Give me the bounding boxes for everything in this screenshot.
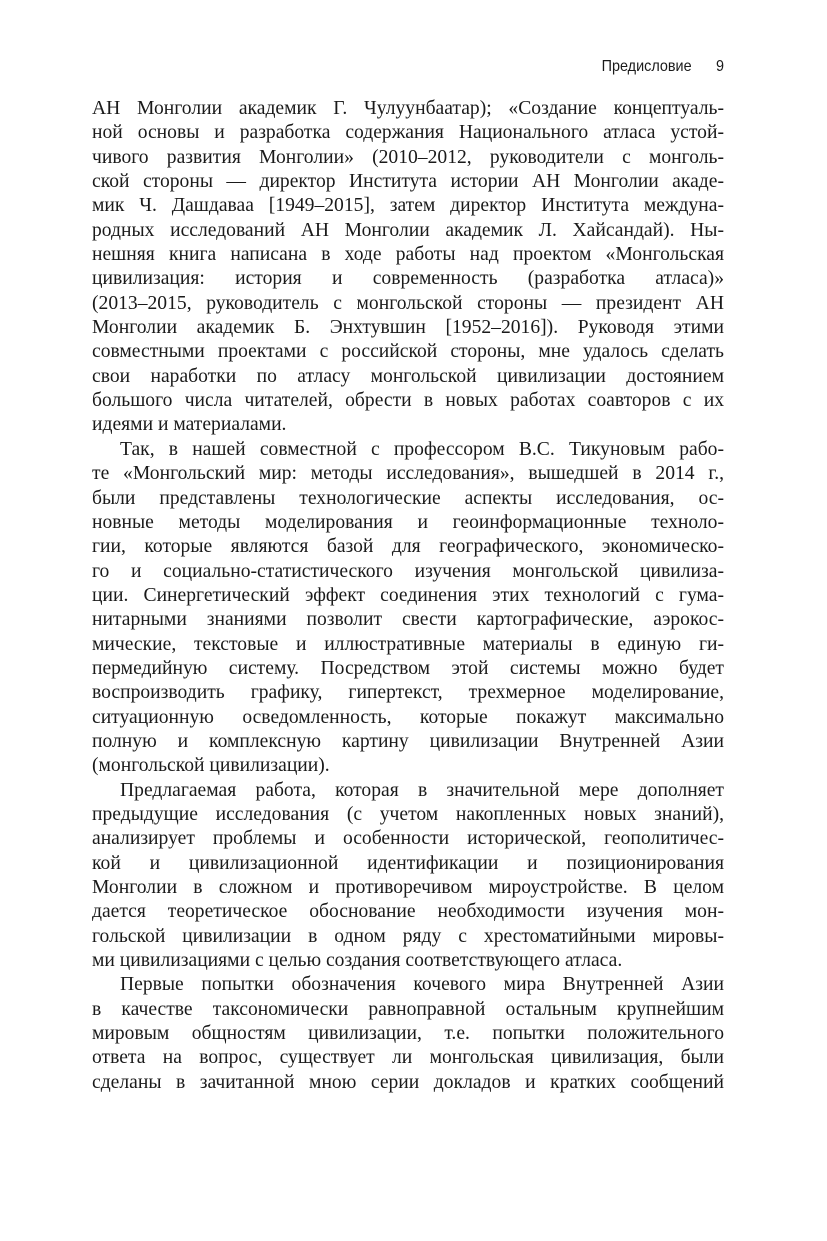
text-line: дается теоретическое обоснование необходимости изучения мон- <box>92 901 724 923</box>
text-line: цивилизация: история и современность (разработка атласа)» <box>92 268 724 290</box>
text-line: гольской цивилизации в одном ряду с хрестоматийными мировы- <box>92 925 724 947</box>
text-line: воспроизводить графику, гипертекст, трехмерное моделирование, <box>92 682 724 704</box>
text-line: совместными проектами с российской стороны, мне удалось сделать <box>92 341 724 363</box>
text-line: сделаны в зачитанной мною серии докладов и кратких сообщений <box>92 1071 724 1093</box>
text-line: ной основы и разработка содержания Национального атласа устой- <box>92 122 724 144</box>
section-title: Предисловие <box>601 58 692 75</box>
paragraph-2 <box>92 438 724 779</box>
text-line: ответа на вопрос, существует ли монгольская цивилизация, были <box>92 1047 724 1069</box>
text-line: предыдущие исследования (с учетом накопленных новых знаний), <box>92 803 724 825</box>
text-line: свои наработки по атласу монгольской цивилизации достоянием <box>92 365 724 387</box>
text-line: нешняя книга написана в ходе работы над проектом «Монгольская <box>92 244 724 266</box>
body-text <box>92 97 724 1095</box>
text-line: мик Ч. Дашдаваа [1949–2015], затем директор Института междуна- <box>92 195 724 217</box>
text-line: (2013–2015, руководитель с монгольской стороны — президент АН <box>92 292 724 314</box>
paragraph-4 <box>92 973 724 1095</box>
text-line: мировым общностям цивилизации, т.е. попытки положительного <box>92 1023 724 1045</box>
text-line: полную и комплексную картину цивилизации Внутренней Азии <box>92 730 724 752</box>
text-line: АН Монголии академик Г. Чулуунбаатар); «Создание концептуаль- <box>92 98 724 119</box>
text-line: пермедийную систему. Посредством этой системы можно будет <box>92 657 724 679</box>
text-line: Предлагаемая работа, которая в значительной мере дополняет <box>120 779 724 801</box>
text-line: го и социально-статистического изучения монгольской цивилиза- <box>92 560 724 582</box>
text-line: большого числа читателей, обрести в новых работах соавторов с их <box>92 390 724 412</box>
text-line: мические, текстовые и иллюстративные материалы в единую ги- <box>92 633 724 655</box>
text-line: ситуационную осведомленность, которые покажут максимально <box>92 706 724 728</box>
text-line: гии, которые являются базой для географического, экономическо- <box>92 536 724 558</box>
paragraph-3 <box>92 779 724 974</box>
text-line: Монголии в сложном и противоречивом мироустройстве. В целом <box>92 877 724 898</box>
text-line: родных исследований АН Монголии академик Л. Хайсандай). Ны- <box>92 219 724 241</box>
paragraph-1 <box>92 97 724 438</box>
text-line: анализирует проблемы и особенности исторической, геополитичес- <box>92 828 724 850</box>
text-line: новные методы моделирования и геоинформационные техноло- <box>92 511 724 533</box>
text-line: те «Монгольский мир: методы исследования», вышедшей в 2014 г., <box>92 463 724 485</box>
text-line: Так, в нашей совместной с профессором В.С. Тикуновым рабо- <box>120 438 724 460</box>
text-line: идеями и материалами. <box>92 414 287 436</box>
text-line: Монголии академик Б. Энхтувшин [1952–2016]). Руководя этими <box>92 317 724 339</box>
running-head <box>155 58 724 80</box>
text-line: кой и цивилизационной идентификации и позиционирования <box>92 852 724 874</box>
page-number: 9 <box>715 58 724 75</box>
text-line: (монгольской цивилизации). <box>92 755 330 777</box>
text-line: ми цивилизациями с целью создания соответствующего атласа. <box>92 950 623 972</box>
text-line: ции. Синергетический эффект соединения этих технологий с гума- <box>92 584 724 606</box>
text-line: ской стороны — директор Института истории АН Монголии акаде- <box>92 171 724 193</box>
text-line: Первые попытки обозначения кочевого мира Внутренней Азии <box>120 974 724 996</box>
text-line: были представлены технологические аспекты исследования, ос- <box>92 487 724 509</box>
text-line: нитарными знаниями позволит свести картографические, аэрокос- <box>92 609 724 631</box>
text-line: в качестве таксономически равноправной остальным крупнейшим <box>92 998 724 1020</box>
text-line: чивого развития Монголии» (2010–2012, руководители с монголь- <box>92 146 724 168</box>
